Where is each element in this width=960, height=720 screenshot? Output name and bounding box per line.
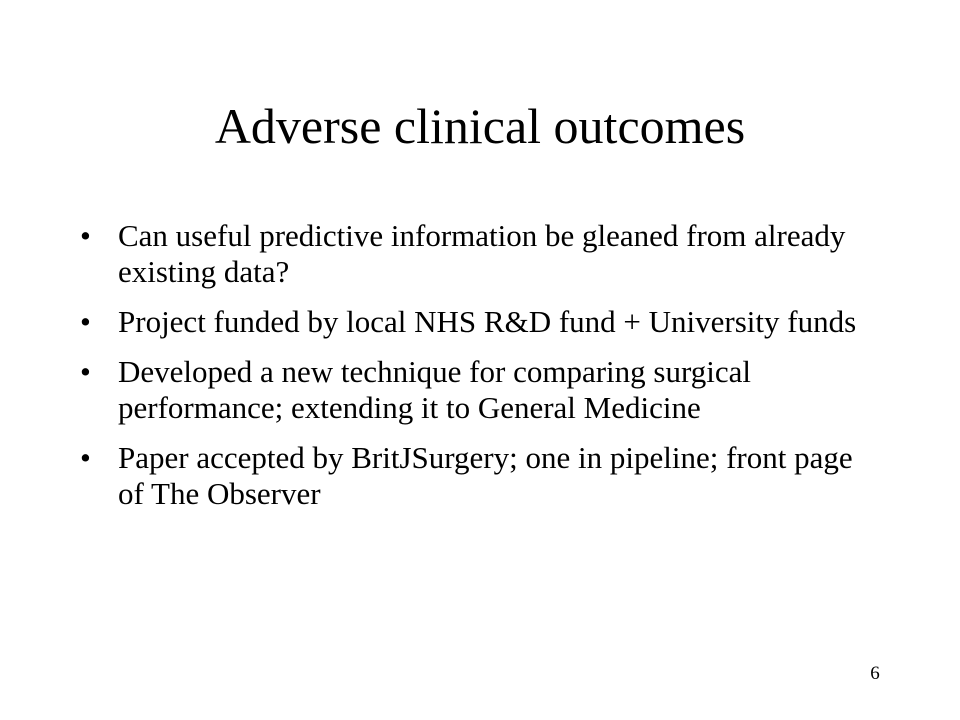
bullet-item	[80, 304, 860, 340]
bullet-marker: •	[80, 218, 91, 253]
bullet-text: Paper accepted by BritJSurgery; one in pipeline; front page of The Observer	[118, 440, 853, 511]
bullet-marker: •	[80, 354, 91, 389]
bullet-text: Project funded by local NHS R&D fund + University funds	[118, 304, 857, 339]
bullet-item	[80, 440, 860, 512]
bullet-text: Developed a new technique for comparing surgical performance; extending it to General Medicine	[118, 354, 751, 425]
page-number: 6	[870, 663, 880, 684]
bullet-text: Can useful predictive information be gleaned from already existing data?	[118, 218, 846, 289]
bullet-list	[80, 218, 860, 526]
bullet-item	[80, 218, 860, 290]
slide-title: Adverse clinical outcomes	[214, 98, 746, 154]
bullet-marker: •	[80, 440, 91, 475]
bullet-item	[80, 354, 860, 426]
bullet-marker: •	[80, 304, 91, 339]
